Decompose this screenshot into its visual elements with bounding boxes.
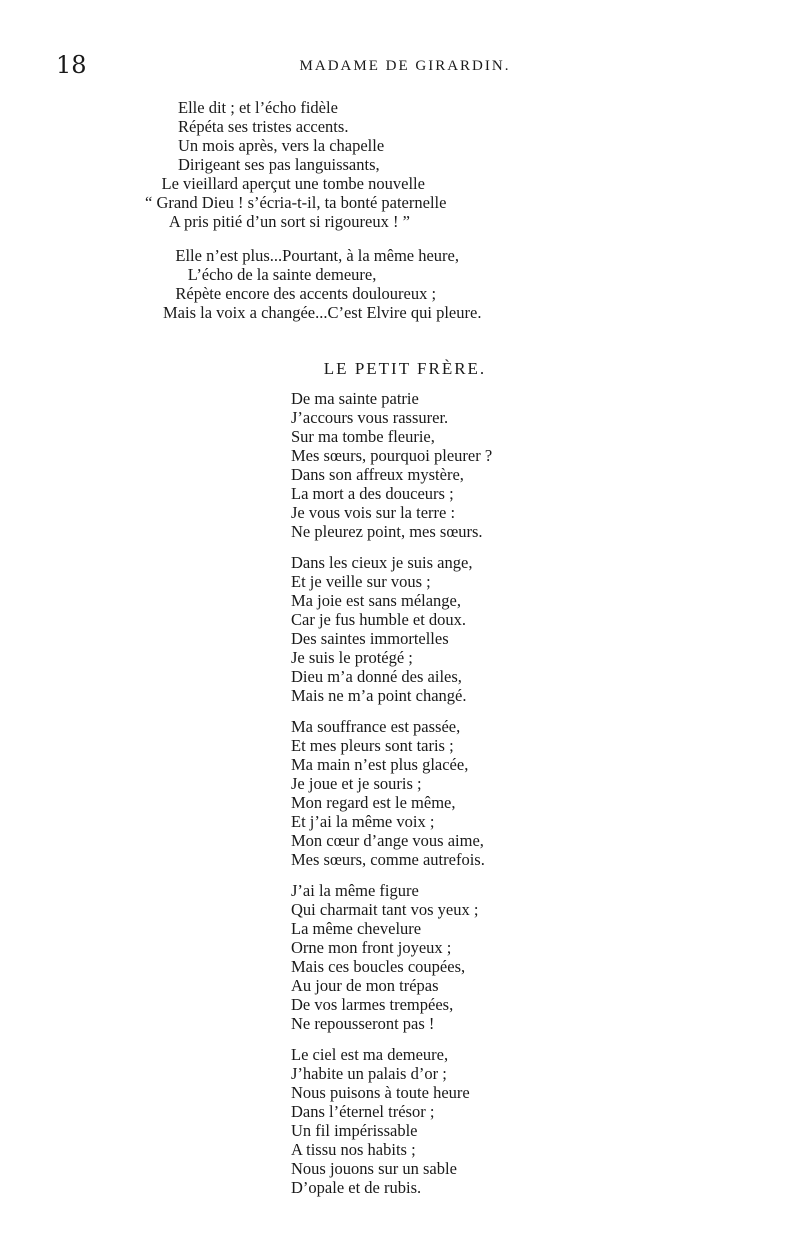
verse-line: Un fil impérissable <box>291 1121 418 1140</box>
verse-line: Ne pleurez point, mes sœurs. <box>291 522 483 541</box>
verse-line: A tissu nos habits ; <box>291 1140 416 1159</box>
verse-line: Ma joie est sans mélange, <box>291 591 461 610</box>
verse-line: Et j’ai la même voix ; <box>291 812 435 831</box>
page-number: 18 <box>56 51 87 79</box>
verse-line: Je vous vois sur la terre : <box>291 503 456 522</box>
poem-two-stanza-2 <box>291 553 472 705</box>
verse-line: Dans l’éternel trésor ; <box>291 1102 435 1121</box>
verse-line: J’habite un palais d’or ; <box>291 1064 447 1083</box>
poem-two-stanza-3 <box>291 717 485 869</box>
verse-line: Elle n’est plus...Pourtant, à la même heure, <box>163 246 460 265</box>
verse-line: Nous jouons sur un sable <box>291 1159 457 1178</box>
verse-line: L’écho de la sainte demeure, <box>163 265 377 284</box>
verse-line: Mon cœur d’ange vous aime, <box>291 831 484 850</box>
verse-line: Le vieillard aperçut une tombe nouvelle <box>145 174 425 193</box>
verse-line: Un mois après, vers la chapelle <box>145 136 385 155</box>
poem-two-stanza-4 <box>291 881 478 1033</box>
verse-line: De ma sainte patrie <box>291 389 419 408</box>
verse-line: Dieu m’a donné des ailes, <box>291 667 462 686</box>
verse-line: J’accours vous rassurer. <box>291 408 449 427</box>
verse-line: Mes sœurs, comme autrefois. <box>291 850 485 869</box>
poem-two-stanza-5 <box>291 1045 470 1197</box>
verse-line: Répète encore des accents douloureux ; <box>163 284 437 303</box>
verse-line: Ne repousseront pas ! <box>291 1014 435 1033</box>
verse-line: Dans son affreux mystère, <box>291 465 464 484</box>
verse-line: Mon regard est le même, <box>291 793 456 812</box>
poem-one-stanza-a <box>145 98 446 231</box>
running-head: MADAME DE GIRARDIN. <box>299 58 511 74</box>
verse-line: Orne mon front joyeux ; <box>291 938 452 957</box>
verse-line: Nous puisons à toute heure <box>291 1083 470 1102</box>
verse-line: Mais ces boucles coupées, <box>291 957 466 976</box>
poem-title: LE PETIT FRÈRE. <box>323 359 487 378</box>
verse-line: Répéta ses tristes accents. <box>145 117 349 136</box>
verse-line: Mais la voix a changée...C’est Elvire qui pleure. <box>163 303 482 322</box>
poem-one-stanza-b <box>163 246 481 322</box>
verse-line: Je joue et je souris ; <box>291 774 422 793</box>
verse-line: Elle dit ; et l’écho fidèle <box>145 98 338 117</box>
poem-two-stanza-1 <box>291 389 492 541</box>
verse-line: Et je veille sur vous ; <box>291 572 431 591</box>
verse-line: Dans les cieux je suis ange, <box>291 553 473 572</box>
verse-line: Qui charmait tant vos yeux ; <box>291 900 479 919</box>
verse-line: Au jour de mon trépas <box>291 976 439 995</box>
verse-line: Ma souffrance est passée, <box>291 717 461 736</box>
verse-line: Mes sœurs, pourquoi pleurer ? <box>291 446 493 465</box>
verse-line: J’ai la même figure <box>291 881 419 900</box>
verse-line: Sur ma tombe fleurie, <box>291 427 435 446</box>
verse-line: Mais ne m’a point changé. <box>291 686 467 705</box>
verse-line: Dirigeant ses pas languissants, <box>145 155 380 174</box>
verse-line: Je suis le protégé ; <box>291 648 413 667</box>
verse-line: La même chevelure <box>291 919 422 938</box>
verse-line: A pris pitié d’un sort si rigoureux ! ” <box>145 212 410 231</box>
verse-line: La mort a des douceurs ; <box>291 484 454 503</box>
verse-line: Car je fus humble et doux. <box>291 610 467 629</box>
verse-line: Ma main n’est plus glacée, <box>291 755 469 774</box>
verse-line: “ Grand Dieu ! s’écria-t-il, ta bonté paternelle <box>145 193 447 212</box>
verse-line: Des saintes immortelles <box>291 629 449 648</box>
verse-line: De vos larmes trempées, <box>291 995 454 1014</box>
verse-line: Et mes pleurs sont taris ; <box>291 736 454 755</box>
verse-line: Le ciel est ma demeure, <box>291 1045 449 1064</box>
verse-line: D’opale et de rubis. <box>291 1178 422 1197</box>
page-header <box>0 50 810 80</box>
